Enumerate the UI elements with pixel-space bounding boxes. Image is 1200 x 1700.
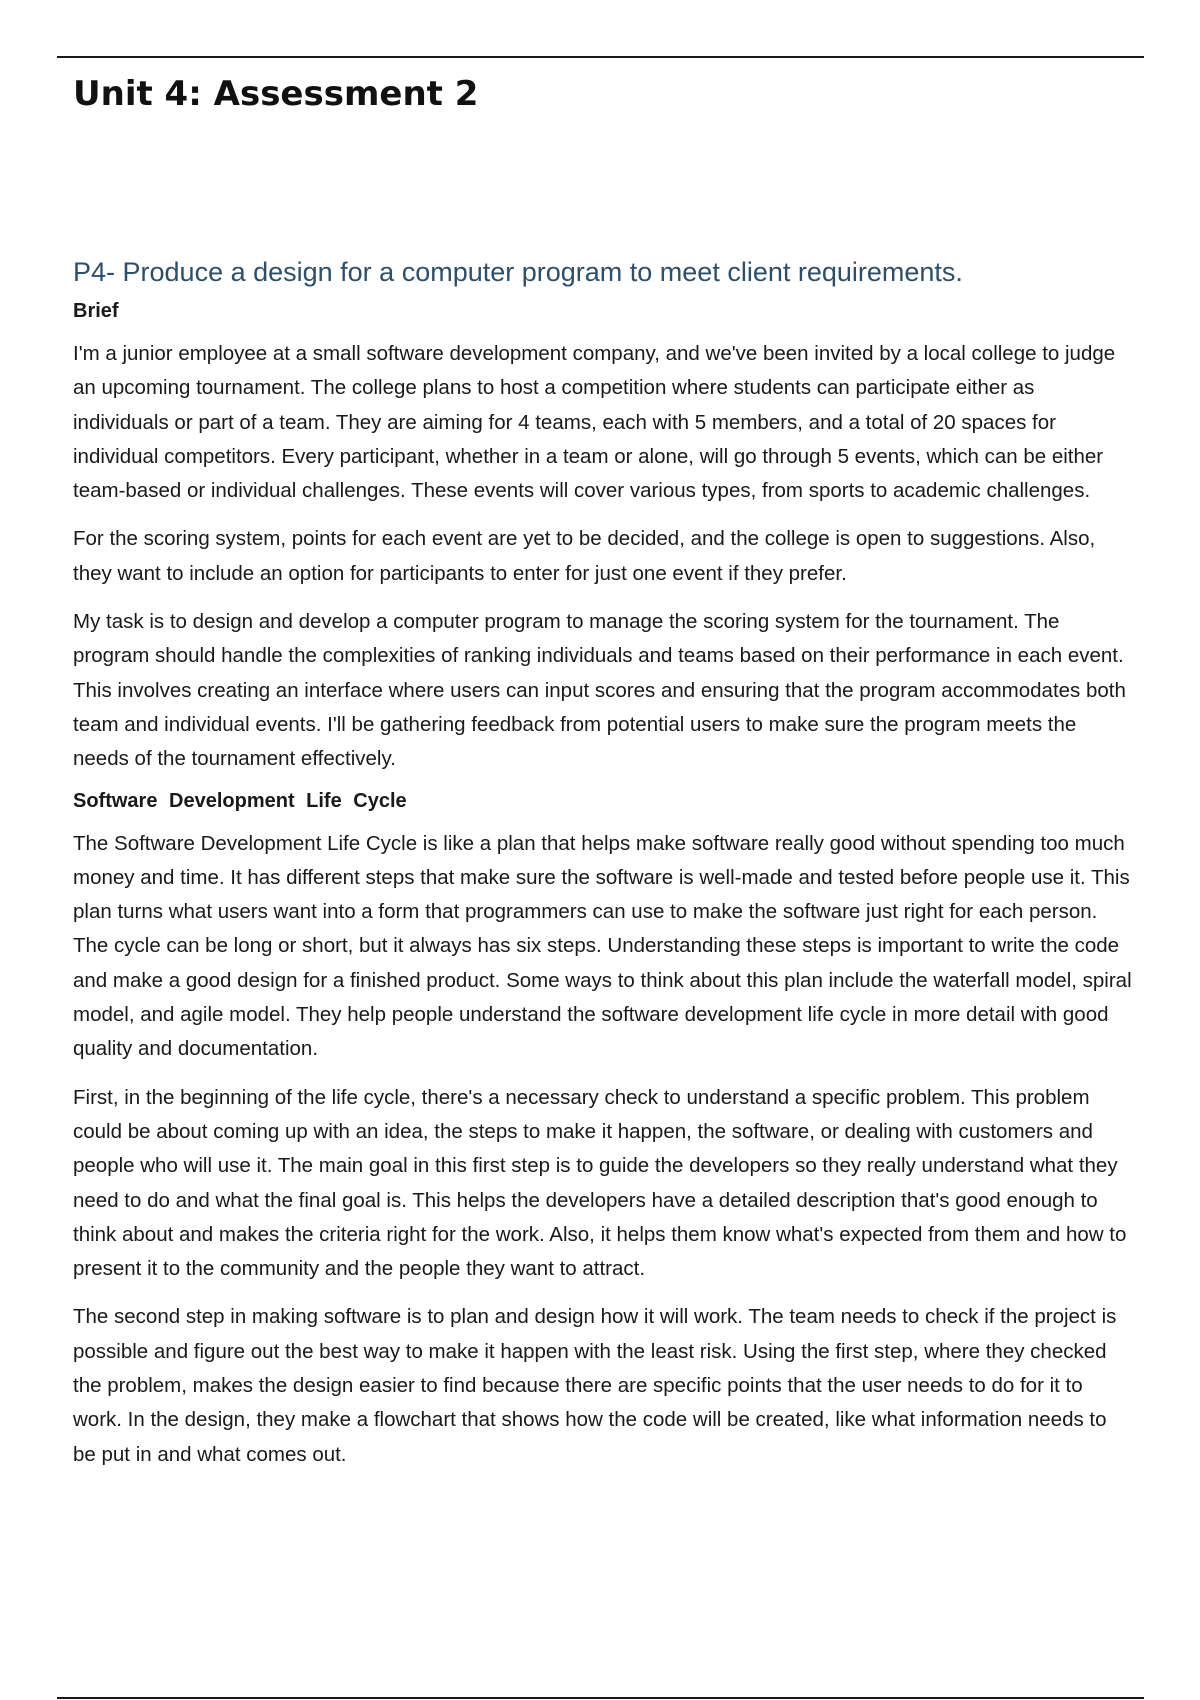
- top-rule: [57, 56, 1144, 58]
- brief-paragraph-1: I'm a junior employee at a small software development company, and we've been invited by a local college to judge an upcoming tournament. The college plans to host a competition where students can participate either as individuals or part of a team. They are aiming for 4 teams, each with 5 members, and a total of 20 spaces for individual competitors. Every participant, whether in a team or alone, will go through 5 events, which can be either team-based or individual challenges. These events will cover various types, from sports to academic challenges.: [73, 342, 1116, 503]
- bottom-rule: [57, 1697, 1144, 1699]
- sdlc-paragraph-2: First, in the beginning of the life cycle, there's a necessary check to understand a specific problem. This problem could be about coming up with an idea, the steps to make it happen, the software, or dealing with customers and people who will use it. The main goal in this first step is to guide the developers so they really understand what they need to do and what the final goal is. This helps the developers have a detailed description that's good enough to think about and makes the criteria right for the work. Also, it helps them know what's expected from them and how to present it to the community and the people they want to attract.: [73, 1085, 1127, 1281]
- sdlc-heading: Software Development Life Cycle: [73, 789, 407, 812]
- brief-paragraph-2: For the scoring system, points for each event are yet to be decided, and the college is open to suggestions. Also, they want to include an option for participants to enter for just one event if they prefer.: [73, 527, 1096, 585]
- brief-heading: Brief: [73, 300, 119, 322]
- sdlc-paragraph-1: The Software Development Life Cycle is like a plan that helps make software really good without spending too much money and time. It has different steps that make sure the software is well-made and tested before people use it. This plan turns what users want into a form that programmers can use to make the software just right for each person. The cycle can be long or short, but it always has six steps. Understanding these steps is important to write the code and make a good design for a finished product. Some ways to think about this plan include the waterfall model, spiral model, and agile model. They help people understand the software development life cycle in more detail with good quality and documentation.: [73, 831, 1132, 1061]
- brief-paragraph-3: My task is to design and develop a computer program to manage the scoring system for the tournament. The program should handle the complexities of ranking individuals and teams based on their performance in each event. This involves creating an interface where users can input scores and ensuring that the program accommodates both team and individual events. I'll be gathering feedback from potential users to make sure the program meets the needs of the tournament effectively.: [73, 610, 1126, 771]
- section-heading: P4- Produce a design for a computer program to meet client requirements.: [73, 257, 963, 287]
- document-body: [73, 70, 1133, 1472]
- sdlc-paragraph-3: The second step in making software is to plan and design how it will work. The team needs to check if the project is possible and figure out the best way to make it happen with the least risk. Using the first step, where they checked the problem, makes the design easier to find because there are specific points that the user needs to do for it to work. In the design, they make a flowchart that shows how the code will be created, like what information needs to be put in and what comes out.: [73, 1305, 1117, 1466]
- document-title: Unit 4: Assessment 2: [73, 74, 479, 114]
